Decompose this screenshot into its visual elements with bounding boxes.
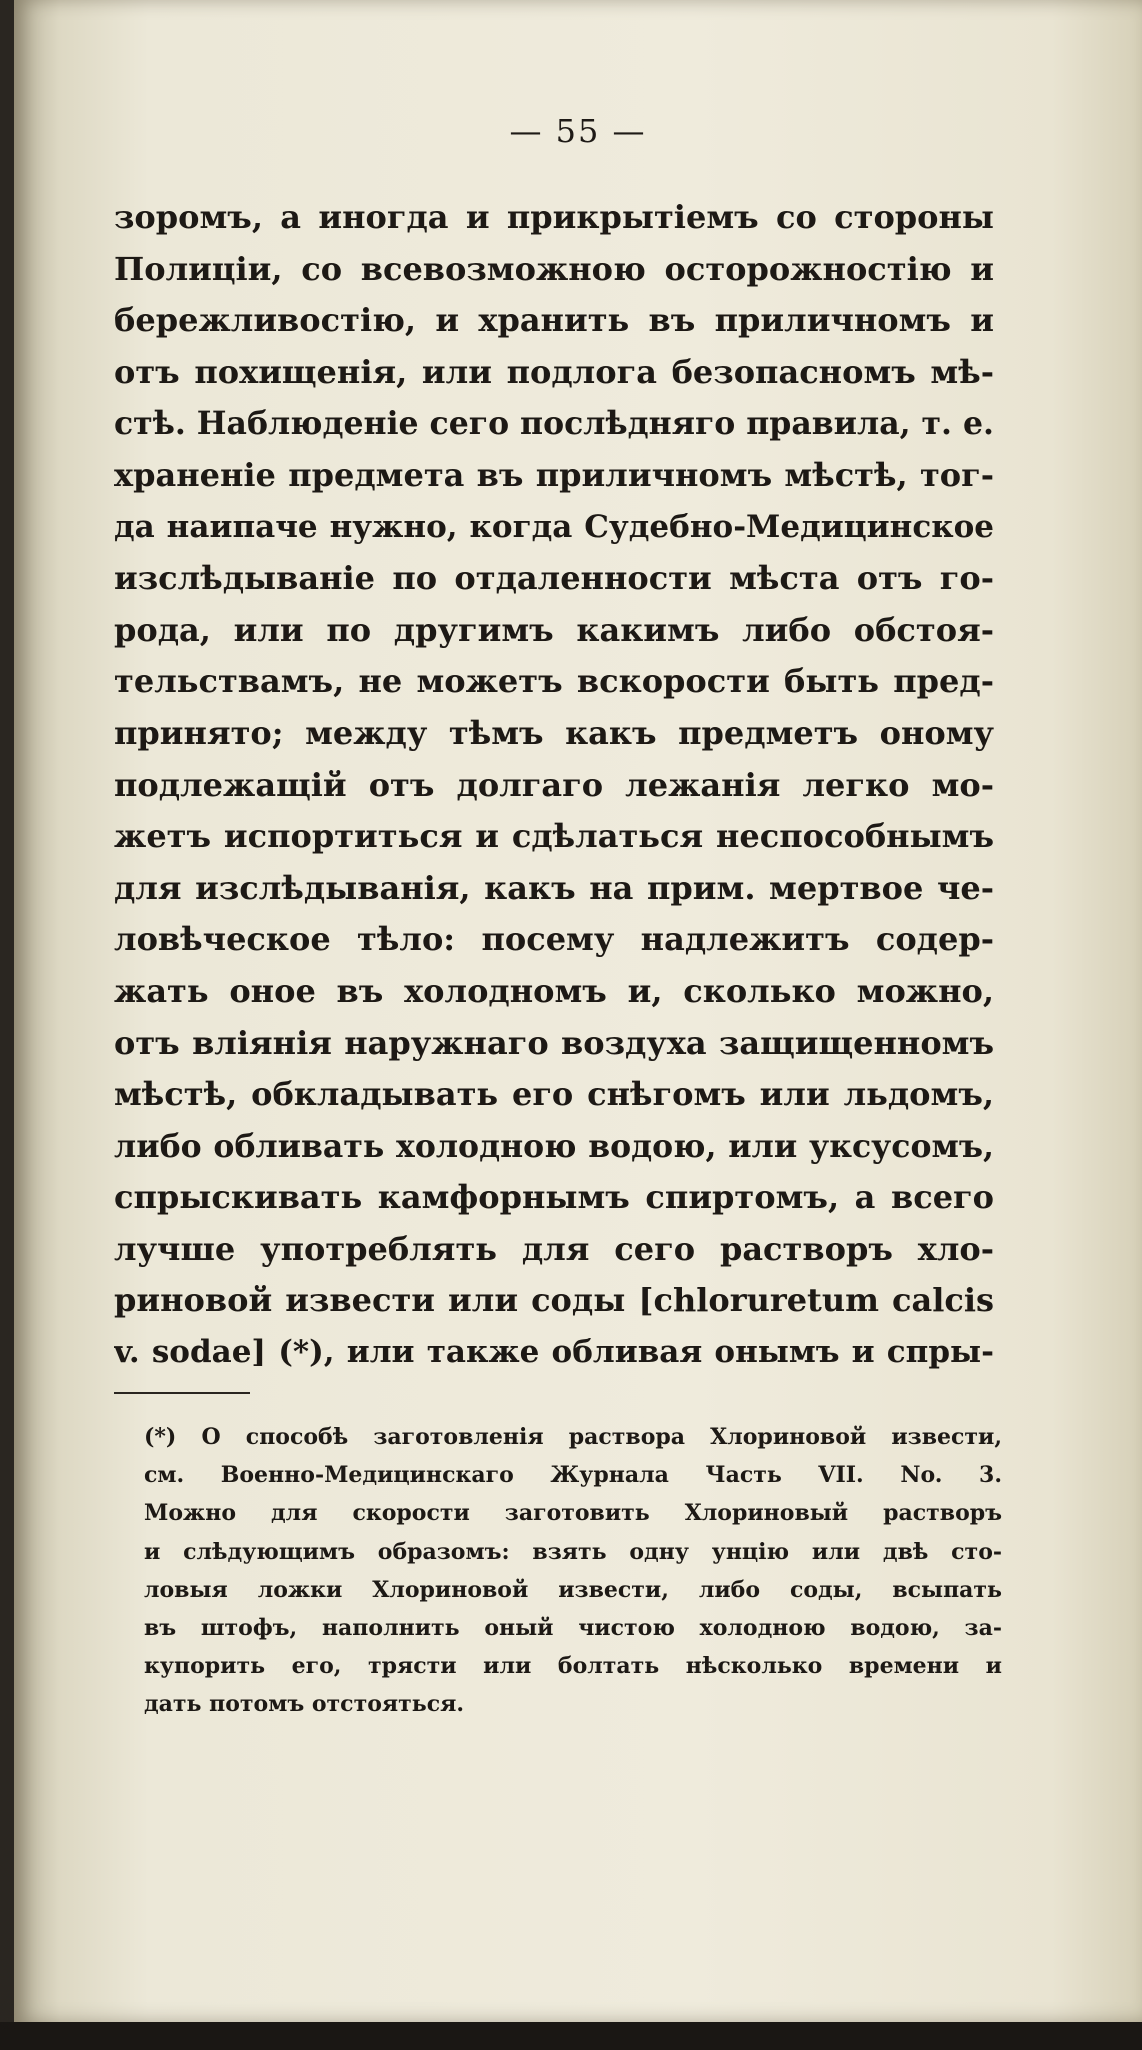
text-line: риновой извести или соды [chloruretum calcis (114, 1281, 994, 1320)
footnote-line: ловыя ложки Хлориновой извести, либо соды, всыпать (144, 1576, 1002, 1603)
main-text (114, 192, 994, 1379)
text-line: стѣ. Наблюденіе сего послѣдняго правила, т. е. (114, 405, 994, 443)
text-line: подлежащій отъ долгаго лежанія легко мо- (114, 765, 994, 804)
text-line: изслѣдываніе по отдаленности мѣста отъ го- (114, 559, 994, 598)
footnote-line: Можно для скорости заготовить Хлориновый растворъ (144, 1500, 1002, 1527)
text-line: принято; между тѣмъ какъ предметъ оному (114, 713, 994, 752)
text-line: ловѣческое тѣло: посему надлежитъ содер- (114, 920, 994, 959)
page-number: — 55 — (509, 112, 647, 150)
text-line: лучше употреблять для сего растворъ хло- (114, 1229, 994, 1268)
text-line: v. sodae] (*), или также обливая онымъ и спры- (114, 1334, 994, 1371)
footnote-line: см. Военно-Медицинскаго Журнала Часть VII. No. 3. (144, 1462, 1002, 1489)
text-line: жать оное въ холодномъ и, сколько можно, (114, 971, 994, 1010)
footnote-line: и слѣдующимъ образомъ: взять одну унцію или двѣ сто- (144, 1538, 1002, 1565)
text-line: либо обливать холодною водою, или уксусомъ, (114, 1127, 994, 1165)
text-line: спрыскивать камфорнымъ спиртомъ, а всего (114, 1178, 994, 1217)
text-line: отъ вліянія наружнаго воздуха защищенномъ (114, 1023, 994, 1062)
footnote-line: (*) О способѣ заготовленія раствора Хлориновой извести, (144, 1424, 1002, 1450)
text-line: мѣстѣ, обкладывать его снѣгомъ или льдомъ, (114, 1075, 994, 1114)
text-line: для изслѣдыванія, какъ на прим. мертвое че- (114, 868, 994, 907)
book-page (14, 0, 1142, 2022)
text-line: рода, или по другимъ какимъ либо обстоя- (114, 610, 994, 649)
footnote-line: купорить его, трясти или болтать нѣсколько времени и (144, 1653, 1002, 1680)
text-line: Полиціи, со всевозможною осторожностію и (114, 249, 994, 288)
text-line: бережливостію, и хранить въ приличномъ и (114, 301, 994, 340)
footnote-line: дать потомъ отстояться. (144, 1691, 464, 1718)
footnote (144, 1418, 1002, 1724)
footnote-divider (114, 1392, 250, 1394)
text-line: храненіе предмета въ приличномъ мѣстѣ, тог- (114, 455, 994, 494)
text-line: жетъ испортиться и сдѣлаться неспособнымъ (114, 817, 994, 856)
footnote-line: въ штофъ, наполнить оный чистою холодною водою, за- (144, 1614, 1002, 1641)
text-line: зоромъ, а иногда и прикрытіемъ со стороны (114, 198, 994, 236)
text-line: тельствамъ, не можетъ вскорости быть пред- (114, 662, 994, 701)
page-bottom-edge (0, 2022, 1142, 2050)
text-line: да наипаче нужно, когда Судебно-Медицинское (114, 508, 994, 545)
text-line: отъ похищенія, или подлога безопасномъ мѣ- (114, 352, 994, 391)
